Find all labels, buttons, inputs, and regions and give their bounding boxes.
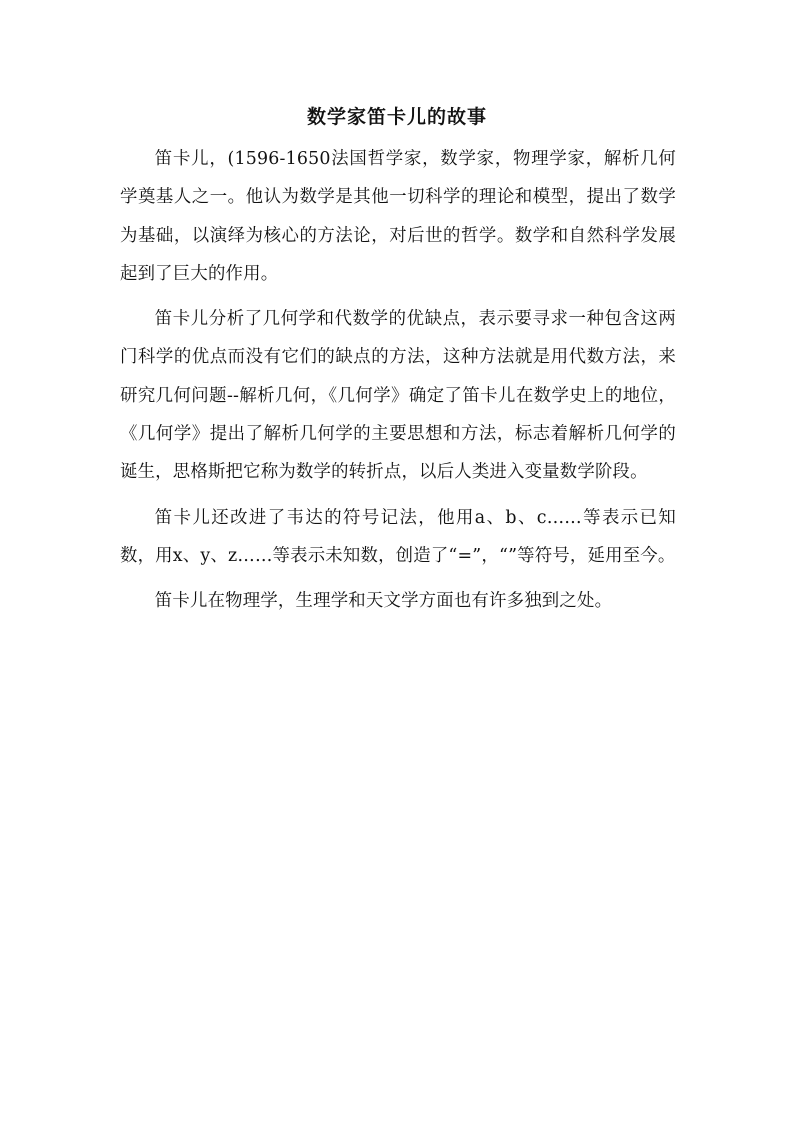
paragraph-introduction: 笛卡儿，(1596-1650法国哲学家，数学家，物理学家，解析几何学奠基人之一。他认为数学是其他一切科学的理论和模型，提出了数学为基础，以演绎为核心的方法论，对后世的哲学。数学和自然科学发展起到了巨大的作用。 <box>120 149 676 284</box>
paragraph-symbol-notation: 笛卡儿还改进了韦达的符号记法，他用a、b、c……等表示已知数，用x、y、z……等表示未知数，创造了“=”，“”等符号，延用至今。 <box>120 507 676 566</box>
paragraph-other-fields: 笛卡儿在物理学，生理学和天文学方面也有许多独到之处。 <box>154 591 613 612</box>
document-title: 数学家笛卡儿的故事 <box>306 106 487 128</box>
paragraph-analytic-geometry: 笛卡儿分析了几何学和代数学的优缺点，表示要寻求一种包含这两门科学的优点而没有它们的缺点的方法，这种方法就是用代数方法，来研究几何问题--解析几何，《几何学》确定了笛卡儿在数学史上的地位，《几何学》提出了解析几何学的主要思想和方法，标志着解析几何学的诞生，思格斯把它称为数学的转折点，以后人类进入变量数学阶段。 <box>120 309 676 483</box>
document-body <box>120 140 676 628</box>
